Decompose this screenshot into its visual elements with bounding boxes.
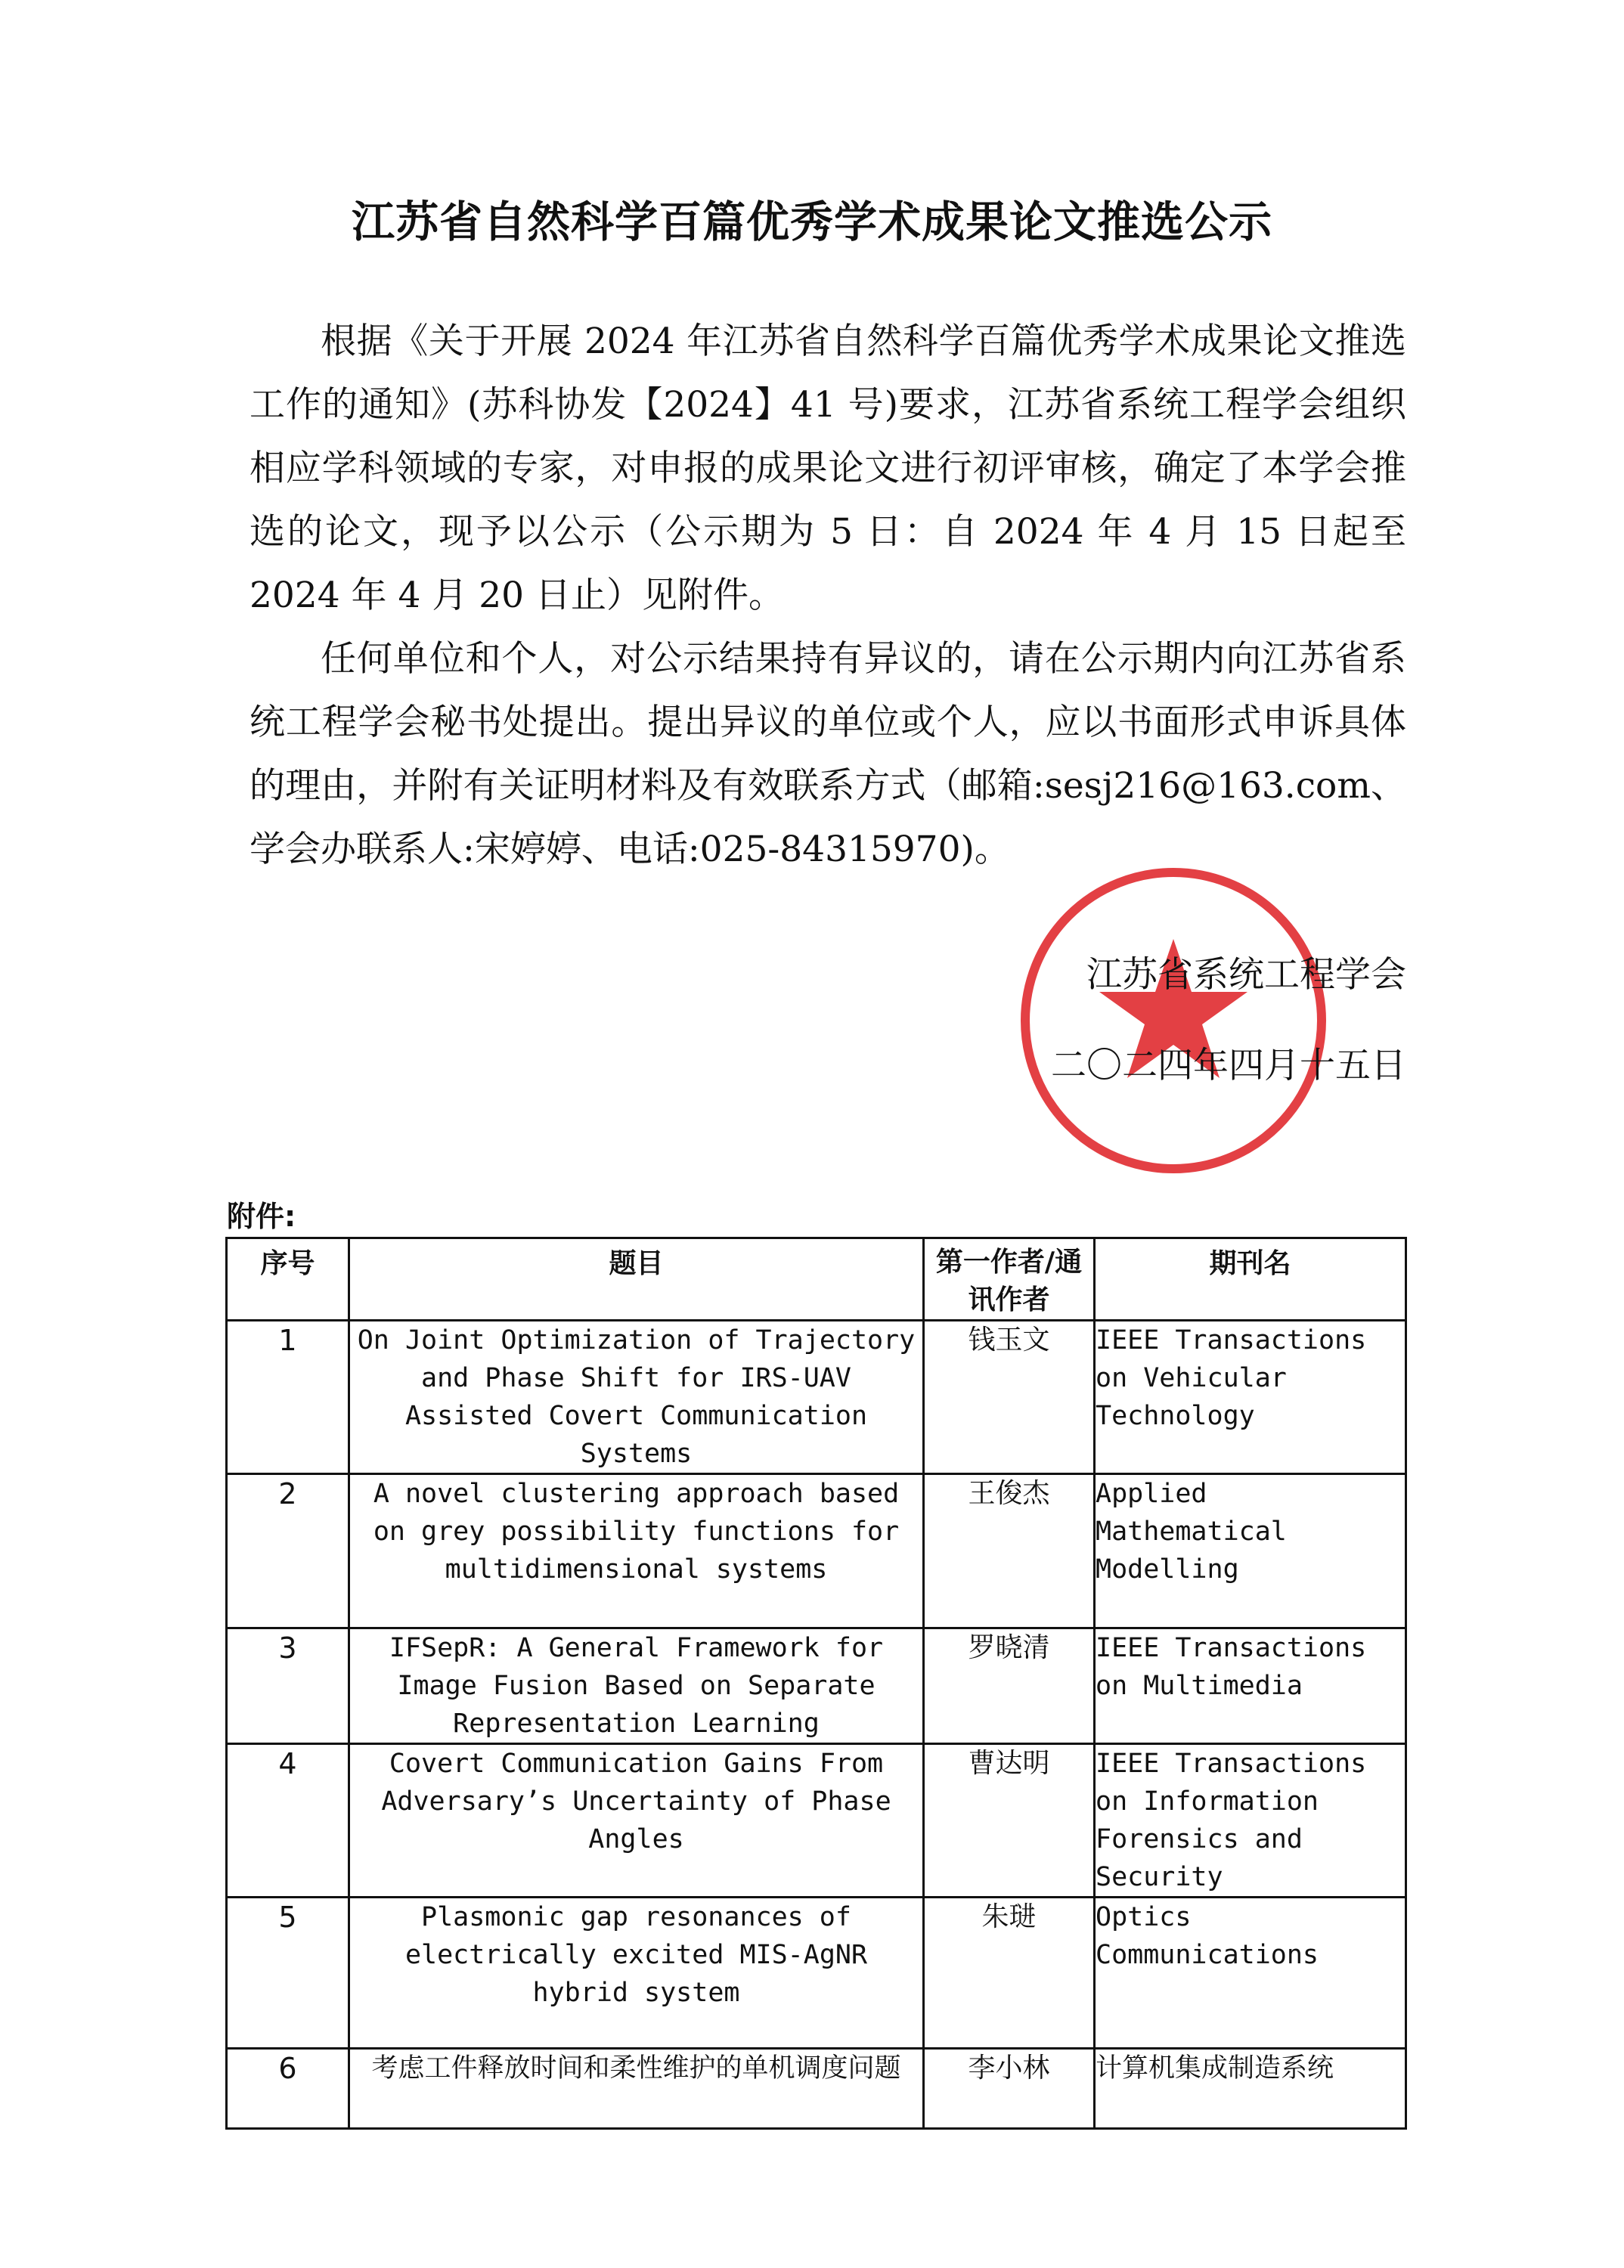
row-no: 2	[227, 1474, 349, 1628]
row-author: 曹达明	[924, 1744, 1095, 1898]
table-row	[227, 1321, 1406, 1474]
row-no: 6	[227, 2049, 349, 2129]
header-title: 题目	[349, 1238, 924, 1321]
row-title: IFSepR: A General Framework for Image Fusion Based on Separate Representation Learning	[349, 1628, 924, 1744]
row-author: 钱玉文	[924, 1321, 1095, 1474]
header-author: 第一作者/通讯作者	[924, 1238, 1095, 1321]
table-header-row	[227, 1238, 1406, 1321]
table-row	[227, 1474, 1406, 1628]
header-journal: 期刊名	[1095, 1238, 1406, 1321]
row-author: 李小林	[924, 2049, 1095, 2129]
row-no: 1	[227, 1321, 349, 1474]
row-journal: Optics Communications	[1095, 1898, 1406, 2049]
signature-organization: 江苏省系统工程学会	[1086, 954, 1406, 996]
attachment-label: 附件:	[227, 1200, 296, 1233]
table-row	[227, 1628, 1406, 1744]
row-journal: Applied Mathematical Modelling	[1095, 1474, 1406, 1628]
notice-body	[249, 310, 1406, 881]
row-journal: IEEE Transactions on Vehicular Technology	[1095, 1321, 1406, 1474]
row-title: A novel clustering approach based on grey possibility functions for multidimensional systems	[349, 1474, 924, 1628]
notice-paragraph-2: 任何单位和个人，对公示结果持有异议的，请在公示期内向江苏省系统工程学会秘书处提出。提出异议的单位或个人，应以书面形式申诉具体的理由，并附有关证明材料及有效联系方式（邮箱:sesj216@163.com、学会办联系人:宋婷婷、电话:025-84315970)。	[249, 638, 1406, 870]
row-title: On Joint Optimization of Trajectory and Phase Shift for IRS-UAV Assisted Covert Communication Systems	[349, 1321, 924, 1474]
row-journal: 计算机集成制造系统	[1095, 2049, 1406, 2129]
row-title: 考虑工件释放时间和柔性维护的单机调度问题	[349, 2049, 924, 2129]
table-row	[227, 1898, 1406, 2049]
row-no: 3	[227, 1628, 349, 1744]
row-title: Plasmonic gap resonances of electrically excited MIS-AgNR hybrid system	[349, 1898, 924, 2049]
signature-block	[983, 930, 1406, 1111]
row-author: 朱琎	[924, 1898, 1095, 2049]
table-row	[227, 1744, 1406, 1898]
row-title: Covert Communication Gains From Adversary’s Uncertainty of Phase Angles	[349, 1744, 924, 1898]
row-author: 王俊杰	[924, 1474, 1095, 1628]
notice-paragraph-1: 根据《关于开展 2024 年江苏省自然科学百篇优秀学术成果论文推选工作的通知》(苏科协发【2024】41 号)要求，江苏省系统工程学会组织相应学科领域的专家，对申报的成果论文进行初评审核，确定了本学会推选的论文，现予以公示（公示期为 5 日：自 2024 年 4 月 15 日起至 2024 年 4 月 20 日止）见附件。	[249, 321, 1406, 616]
page-title: 江苏省自然科学百篇优秀学术成果论文推选公示	[352, 197, 1272, 247]
row-journal: IEEE Transactions on Multimedia	[1095, 1628, 1406, 1744]
table-row	[227, 2049, 1406, 2129]
row-no: 4	[227, 1744, 349, 1898]
header-no: 序号	[227, 1238, 349, 1321]
signature-date: 二〇二四年四月十五日	[1051, 1045, 1406, 1086]
row-journal: IEEE Transactions on Information Forensics and Security	[1095, 1744, 1406, 1898]
row-no: 5	[227, 1898, 349, 2049]
row-author: 罗晓清	[924, 1628, 1095, 1744]
attachment-table	[225, 1237, 1407, 2130]
